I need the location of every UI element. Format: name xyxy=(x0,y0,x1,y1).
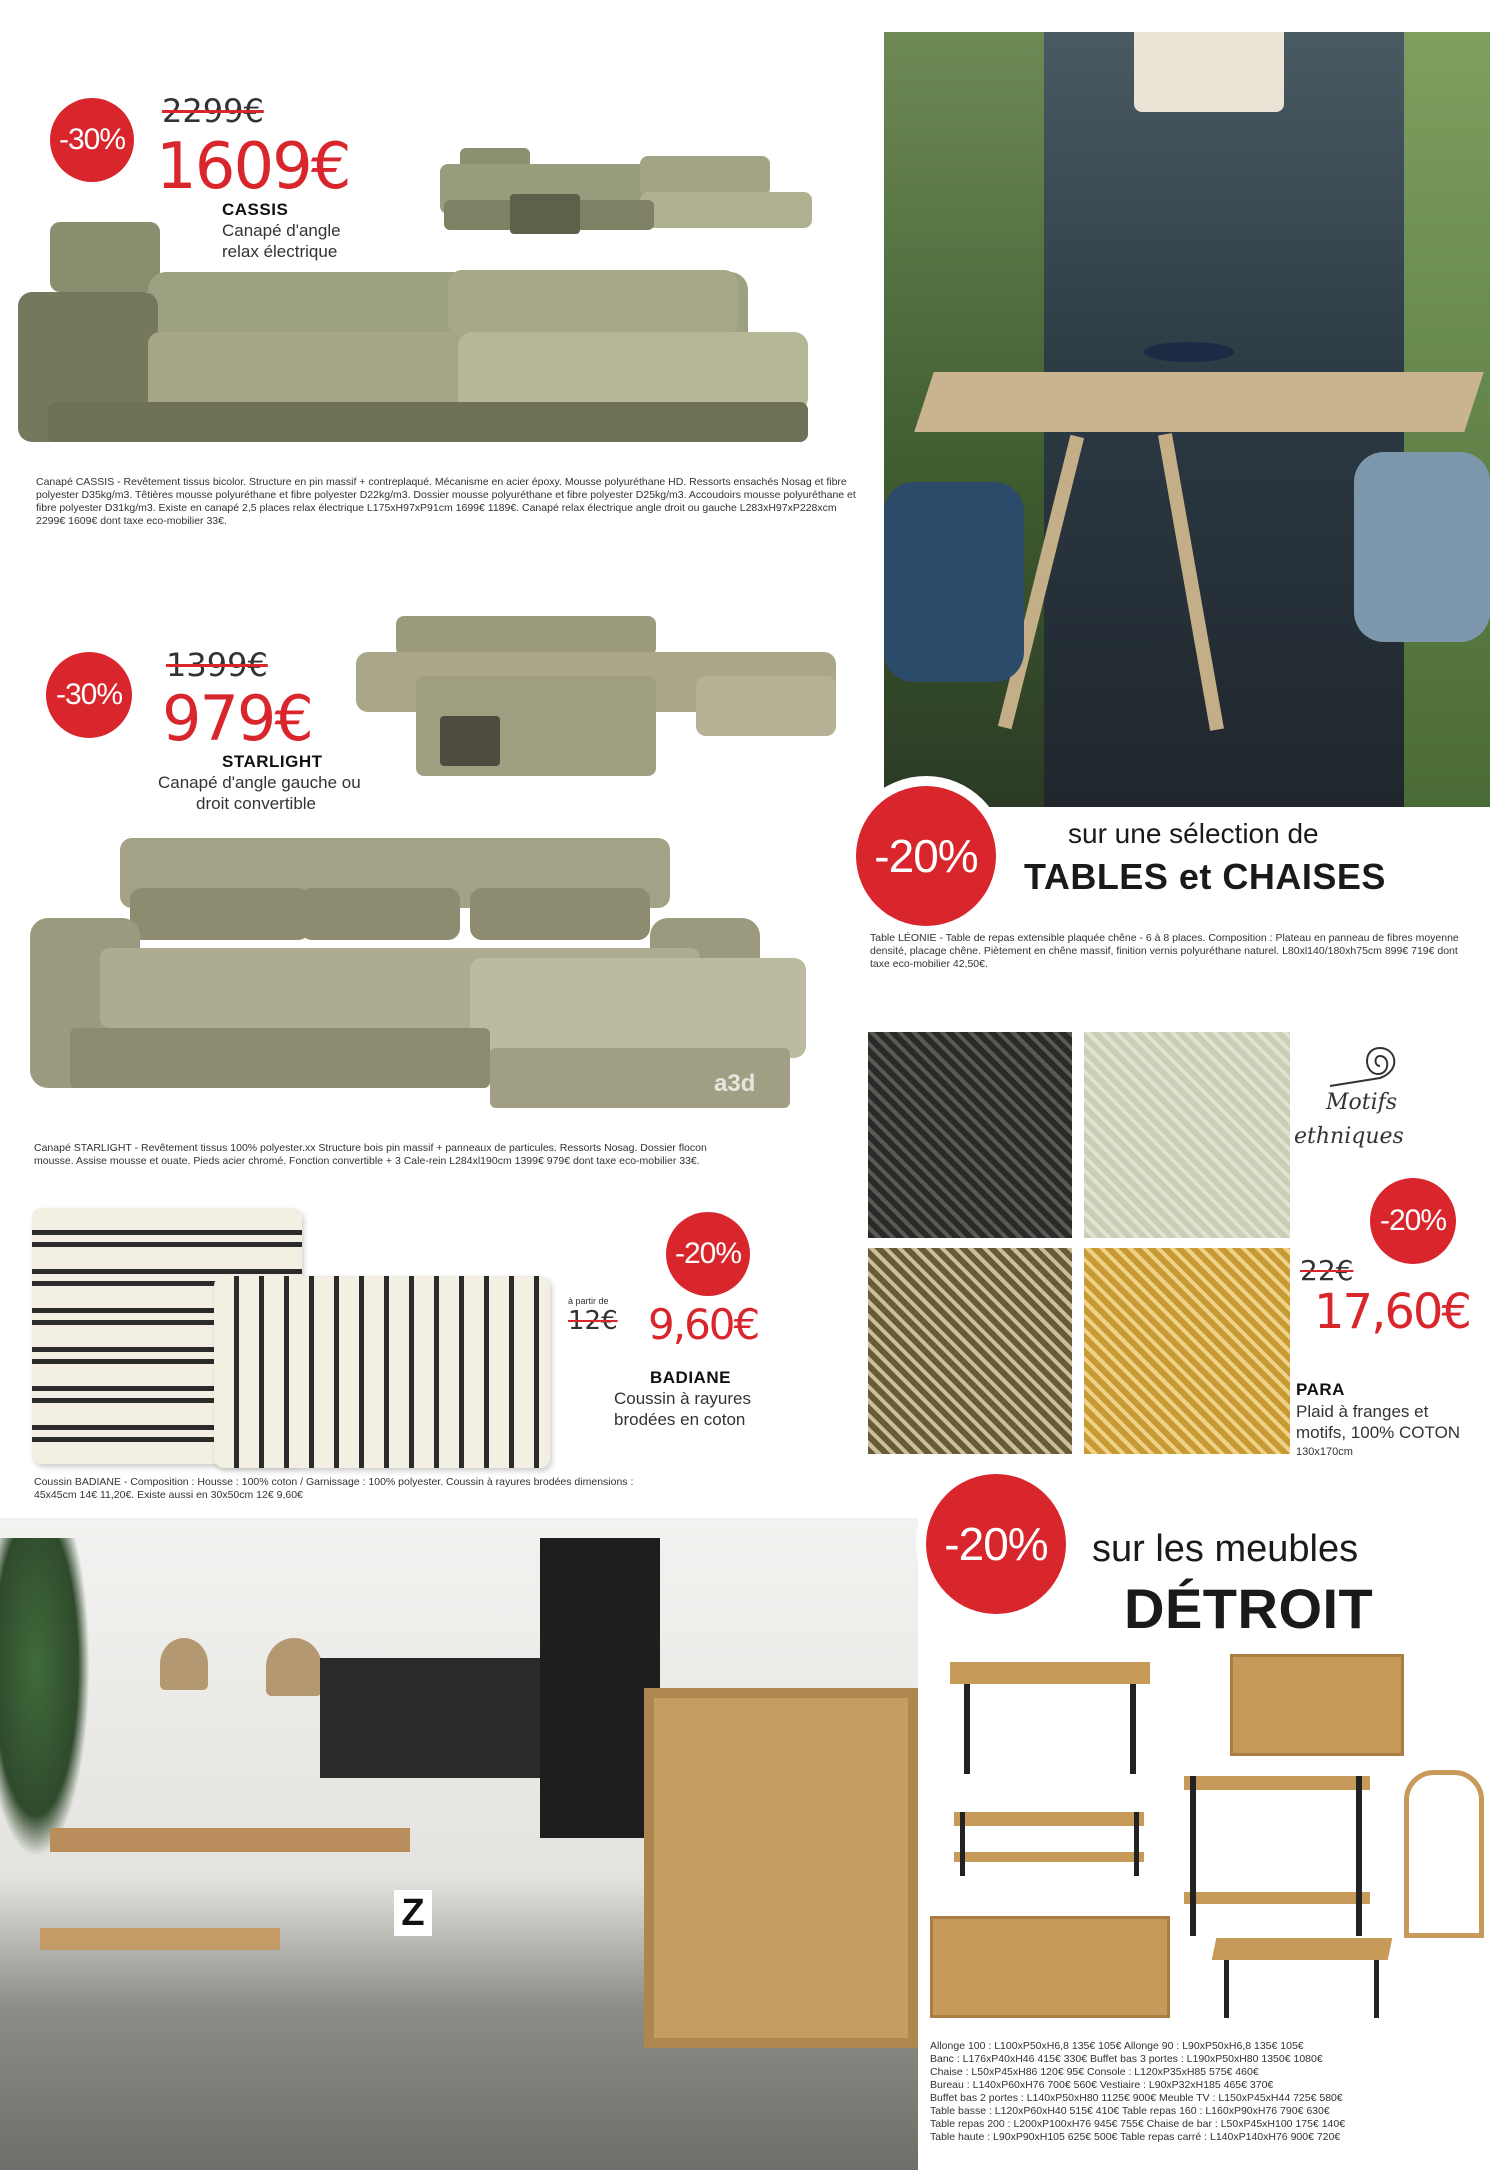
starlight-desc-1: Canapé d'angle gauche ou xyxy=(158,773,361,792)
para-size: 130x170cm xyxy=(1296,1446,1353,1458)
para-plaid-image-brown xyxy=(868,1248,1072,1454)
starlight-old-price: 1399€ xyxy=(166,646,268,684)
cassis-desc-1: Canapé d'angle xyxy=(222,221,341,240)
tables-fine-print: Table LÉONIE - Table de repas extensible plaquée chêne - 6 à 8 places. Composition : Plateau en panneau de fibres moyenne densité, placage chêne. Piètement en chêne massif, finition vernis polyuréthane naturel. L80xl140/180xh75cm 899€ 719€ dont taxe eco-mobilier 42,50€. xyxy=(870,932,1459,970)
cassis-discount-badge: -30% xyxy=(50,98,134,182)
badiane-new-price: 9,60€ xyxy=(648,1300,759,1349)
detroit-coffee-table-image xyxy=(954,1812,1144,1876)
badiane-fine-print: Coussin BADIANE - Composition : Housse : 100% coton / Garnissage : 100% polyester. Coussin à rayures brodées dimensions : 45x45cm 14€ 11,20€. Existe aussi en 30x50cm 12€ 9,60€ xyxy=(34,1476,634,1501)
detroit-price-line: Buffet bas 2 portes : L140xP50xH80 1125€ 900€ Meuble TV : L150xP45xH44 725€ 580€ xyxy=(930,2092,1343,2104)
badiane-desc-2: brodées en coton xyxy=(614,1410,746,1429)
detroit-bench-image xyxy=(1214,1938,1390,2018)
starlight-fine-print: Canapé STARLIGHT - Revêtement tissus 100% polyester.xx Structure bois pin massif + panneaux de particules. Ressorts Nosag. Dossier flocon mousse. Assise mousse et ouate. Pieds acier chromé. Fonction convertible + 3 Cale-rein L284xl190cm 1399€ 979€ dont taxe eco-mobilier 33€. xyxy=(34,1142,707,1167)
para-desc-2: motifs, 100% COTON xyxy=(1296,1423,1461,1442)
starlight-name: STARLIGHT xyxy=(222,752,323,771)
badiane-cushion-image-2 xyxy=(214,1276,550,1468)
detroit-console-image xyxy=(1184,1776,1370,1936)
detroit-coat-rack-image xyxy=(1404,1770,1484,1938)
detroit-price-line: Table repas 200 : L200xP100xH76 945€ 755€ Chaise de bar : L50xP45xH100 175€ 140€ xyxy=(930,2118,1346,2130)
starlight-sofa-image xyxy=(30,838,806,1114)
badiane-desc-1: Coussin à rayures xyxy=(614,1389,752,1408)
cassis-name: CASSIS xyxy=(222,200,289,219)
tables-heading-line1: sur une sélection de xyxy=(1068,818,1319,849)
detroit-price-line: Allonge 100 : L100xP50xH6,8 135€ 105€ Allonge 90 : L90xP50xH6,8 135€ 105€ xyxy=(930,2040,1304,2052)
cassis-new-price: 1609€ xyxy=(156,130,350,204)
detroit-desk-image xyxy=(950,1662,1150,1782)
para-plaid-image-black xyxy=(868,1032,1072,1238)
cassis-sofa-image xyxy=(18,212,818,462)
badiane-from-label: à partir de xyxy=(568,1296,609,1306)
z-letter-sign: Z xyxy=(394,1890,432,1936)
badiane-old-price: 12€ xyxy=(568,1306,618,1336)
spiral-doodle-icon xyxy=(1310,1036,1410,1096)
starlight-desc-2: droit convertible xyxy=(196,794,317,813)
tables-discount-badge: -20% xyxy=(856,786,996,926)
para-plaid-image-sage xyxy=(1084,1032,1290,1238)
cassis-old-price: 2299€ xyxy=(162,92,264,130)
para-old-price: 22€ xyxy=(1300,1254,1354,1287)
para-note-2: ethniques xyxy=(1294,1124,1404,1149)
para-desc-1: Plaid à franges et xyxy=(1296,1402,1429,1421)
starlight-watermark: a3d xyxy=(714,1070,756,1097)
detroit-heading-line2: DÉTROIT xyxy=(1124,1577,1374,1640)
detroit-tv-unit-image xyxy=(930,1916,1170,2018)
starlight-discount-badge: -30% xyxy=(46,652,132,738)
para-note-1: Motifs xyxy=(1326,1090,1398,1115)
starlight-small-sofa-image xyxy=(356,616,836,782)
detroit-price-line: Chaise : L50xP45xH86 120€ 95€ Console : L120xP35xH85 575€ 460€ xyxy=(930,2066,1259,2078)
para-name: PARA xyxy=(1296,1380,1345,1399)
starlight-new-price: 979€ xyxy=(162,682,312,755)
detroit-price-line: Banc : L176xP40xH46 415€ 330€ Buffet bas 3 portes : L190xP50xH80 1350€ 1080€ xyxy=(930,2053,1323,2065)
badiane-name: BADIANE xyxy=(650,1368,731,1387)
detroit-discount-badge: -20% xyxy=(926,1474,1066,1614)
cassis-fine-print: Canapé CASSIS - Revêtement tissus bicolor. Structure en pin massif + contreplaqué. Mécanisme en acier époxy. Mousse polyuréthane HD. Ressorts ensachés Nosag et fibre polyester D35kg/m3. Têtières mousse polyuréthane et fibre polyester D22kg/m3. Dossier mousse polyuréthane et fibre polyester D25kg/m3. Accoudoirs mousse polyuréthane et fibre polyester D31kg/m3. Existe en canapé 2,5 places relax électrique L175xH97xP91cm 1699€ 1189€. Canapé relax électrique angle droit ou gauche L283xH97xP228xcm 2299€ 1609€ dont taxe eco-mobilier 33€. xyxy=(36,476,856,527)
cassis-desc-2: relax électrique xyxy=(222,242,338,261)
detroit-price-line: Table basse : L120xP60xH40 515€ 410€ Table repas 160 : L160xP90xH76 790€ 630€ xyxy=(930,2105,1330,2117)
para-discount-badge: -20% xyxy=(1370,1178,1456,1264)
dining-room-photo xyxy=(884,32,1490,807)
badiane-discount-badge: -20% xyxy=(666,1212,750,1296)
detroit-price-line: Table haute : L90xP90xH105 625€ 500€ Table repas carré : L140xP140xH76 900€ 720€ xyxy=(930,2131,1341,2143)
para-plaid-image-mustard xyxy=(1084,1248,1290,1454)
living-room-photo xyxy=(0,1518,918,2170)
detroit-heading-line1: sur les meubles xyxy=(1092,1528,1359,1570)
tables-heading-line2: TABLES et CHAISES xyxy=(1024,856,1386,897)
para-new-price: 17,60€ xyxy=(1314,1284,1470,1340)
detroit-sideboard-image xyxy=(1230,1654,1404,1756)
detroit-price-line: Bureau : L140xP60xH76 700€ 560€ Vestiaire : L90xP32xH185 465€ 370€ xyxy=(930,2079,1274,2091)
detroit-price-list xyxy=(930,2040,1500,2144)
